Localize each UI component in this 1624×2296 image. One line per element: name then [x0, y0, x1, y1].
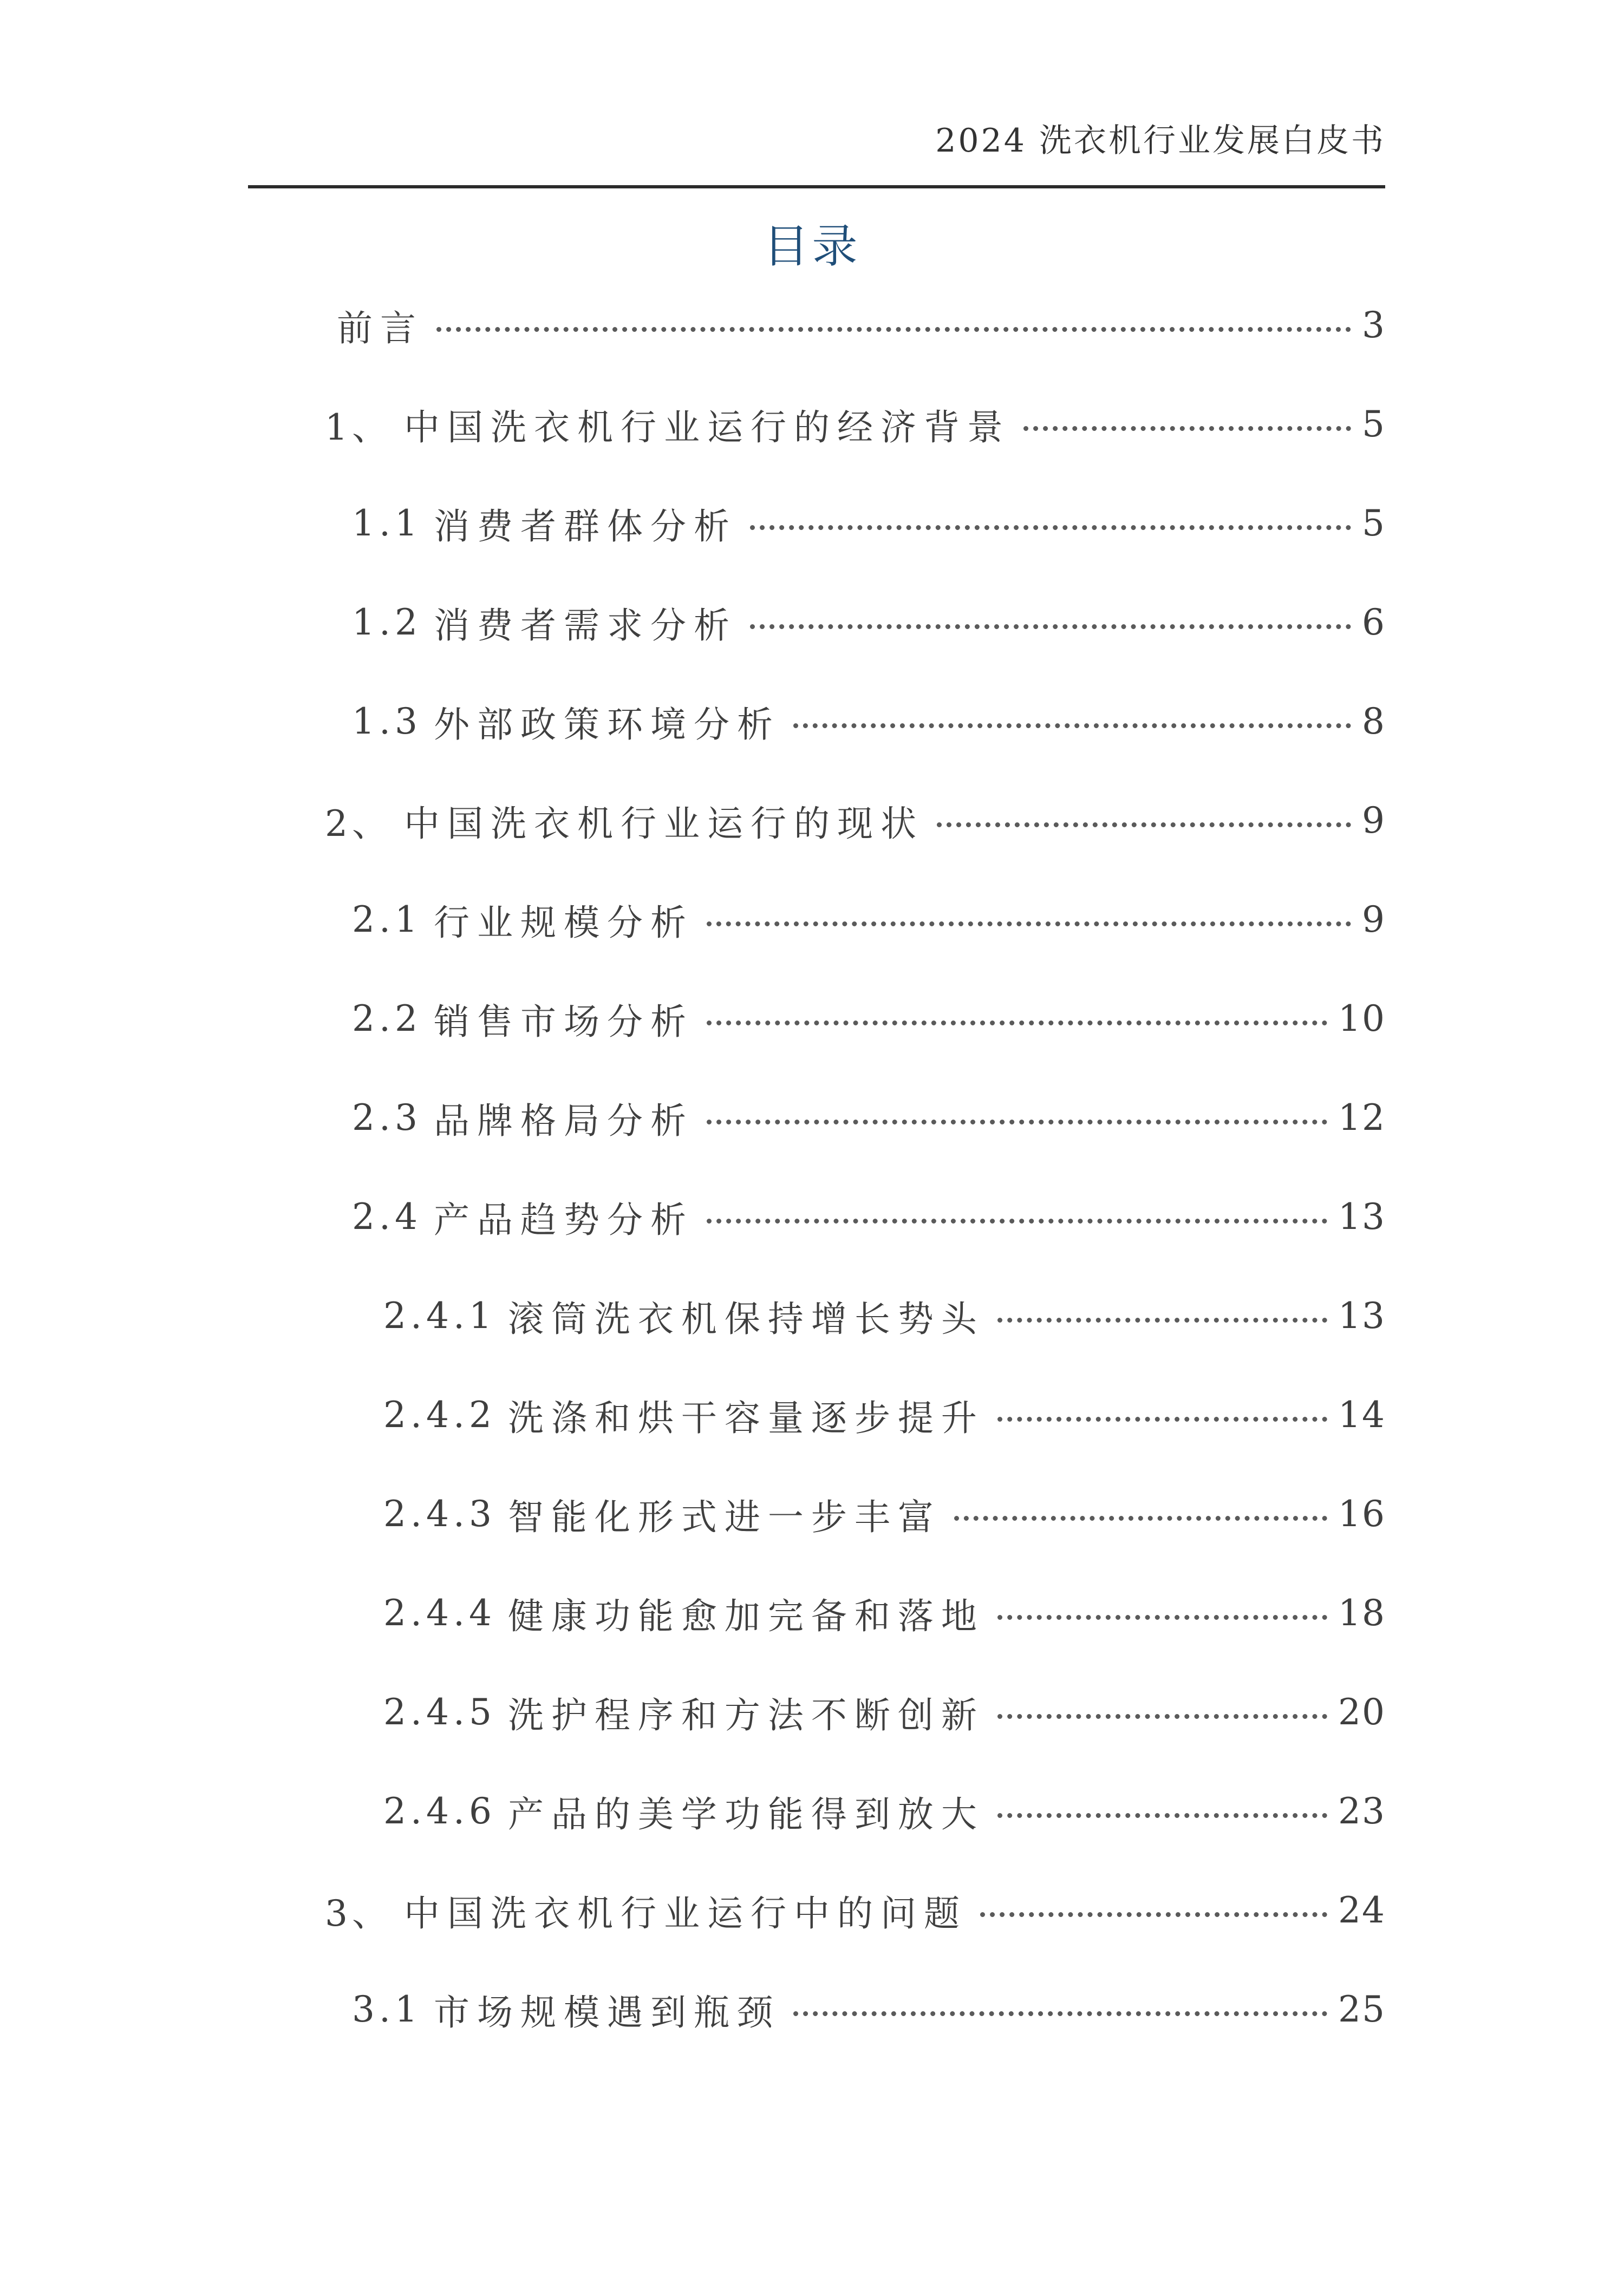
toc-entry-title: 销售市场分析 — [433, 1000, 694, 1043]
toc-entry-2-4-4[interactable] — [383, 1587, 1386, 1639]
toc-entry-title: 行业规模分析 — [433, 901, 694, 944]
toc-entry-title: 洗涤和烘干容量逐步提升 — [507, 1397, 984, 1439]
toc-dot-leader — [997, 1417, 1327, 1422]
toc-entry-2-4-6[interactable] — [383, 1785, 1386, 1837]
toc-entry-number: 2.3 — [352, 1096, 422, 1139]
toc-entry-title: 产品的美学功能得到放大 — [507, 1793, 984, 1835]
toc-dot-leader — [707, 1219, 1327, 1224]
toc-entry-title: 外部政策环境分析 — [433, 703, 780, 745]
toc-entry-number: 3、 — [325, 1892, 392, 1934]
running-header: 2024 洗衣机行业发展白皮书 — [935, 122, 1386, 160]
toc-entry-title: 市场规模遇到瓶颈 — [433, 1991, 780, 2033]
toc-entry-title: 前言 — [337, 307, 423, 349]
toc-entry-number: 2.4.4 — [383, 1592, 496, 1634]
toc-entry-page: 14 — [1338, 1394, 1386, 1436]
toc-entry-page: 12 — [1338, 1096, 1386, 1139]
toc-entry-title: 健康功能愈加完备和落地 — [507, 1595, 984, 1637]
toc-entry-3[interactable] — [325, 1884, 1386, 1936]
toc-entry-2-4[interactable] — [352, 1190, 1386, 1242]
toc-entry-page: 5 — [1362, 502, 1386, 544]
toc-dot-leader — [937, 822, 1351, 827]
toc-entry-page: 5 — [1362, 403, 1386, 445]
toc-entry-title: 洗护程序和方法不断创新 — [507, 1694, 984, 1736]
toc-dot-leader — [980, 1912, 1327, 1917]
toc-entry-page: 13 — [1338, 1294, 1386, 1337]
toc-entry-page: 25 — [1338, 1988, 1386, 2030]
toc-entry-number: 2.4.2 — [383, 1394, 496, 1436]
toc-entry-number: 2.2 — [352, 997, 422, 1039]
toc-entry-title: 智能化形式进一步丰富 — [507, 1496, 941, 1538]
toc-entry-2-1[interactable] — [352, 893, 1386, 945]
toc-entry-page: 23 — [1338, 1790, 1386, 1832]
toc-entry-number: 2、 — [325, 802, 392, 845]
toc-entry-title: 中国洗衣机行业运行的经济背景 — [404, 406, 1010, 448]
toc-entry-preface[interactable] — [325, 299, 1386, 351]
toc-entry-number: 2.4.6 — [383, 1790, 496, 1832]
toc-entry-title: 滚筒洗衣机保持增长势头 — [507, 1298, 984, 1340]
toc-entry-page: 24 — [1338, 1889, 1386, 1931]
toc-entry-page: 9 — [1362, 898, 1386, 940]
toc-dot-leader — [750, 525, 1351, 530]
toc-entry-title: 品牌格局分析 — [433, 1100, 694, 1142]
toc-entry-1[interactable] — [325, 398, 1386, 450]
toc-entry-2-3[interactable] — [352, 1091, 1386, 1143]
toc-entry-page: 16 — [1338, 1493, 1386, 1535]
toc-entry-number: 1.2 — [352, 601, 422, 643]
toc-entry-number: 1、 — [325, 406, 392, 448]
toc-entry-1-1[interactable] — [352, 497, 1386, 549]
toc-entry-title: 中国洗衣机行业运行中的问题 — [404, 1892, 967, 1934]
toc-entry-2-4-2[interactable] — [383, 1389, 1386, 1441]
toc-dot-leader — [997, 1615, 1327, 1620]
toc-title: 目录 — [763, 220, 861, 273]
toc-entry-2[interactable] — [325, 794, 1386, 846]
toc-dot-leader — [793, 2011, 1327, 2016]
toc-entry-title: 消费者群体分析 — [433, 505, 737, 547]
toc-entry-2-2[interactable] — [352, 992, 1386, 1044]
toc-entry-page: 20 — [1338, 1691, 1386, 1733]
toc-dot-leader — [793, 723, 1351, 728]
toc-dot-leader — [997, 1813, 1327, 1818]
toc-entry-page: 6 — [1362, 601, 1386, 643]
toc-dot-leader — [707, 921, 1351, 926]
toc-entry-title: 产品趋势分析 — [433, 1199, 694, 1241]
toc-dot-leader — [954, 1516, 1327, 1521]
toc-dot-leader — [750, 624, 1351, 629]
toc-entry-title: 中国洗衣机行业运行的现状 — [404, 802, 924, 845]
toc-dot-leader — [997, 1714, 1327, 1719]
toc-entry-number: 2.4.5 — [383, 1691, 496, 1733]
toc-entry-number: 1.3 — [352, 700, 422, 742]
toc-dot-leader — [997, 1318, 1327, 1323]
toc-entry-page: 8 — [1362, 700, 1386, 742]
toc-dot-leader — [436, 327, 1351, 332]
toc-entry-2-4-5[interactable] — [383, 1686, 1386, 1738]
toc-dot-leader — [707, 1120, 1327, 1124]
toc-entry-1-2[interactable] — [352, 596, 1386, 648]
toc-dot-leader — [1023, 426, 1351, 431]
toc-entry-2-4-3[interactable] — [383, 1488, 1386, 1540]
toc-entry-page: 18 — [1338, 1592, 1386, 1634]
toc-entry-page: 3 — [1362, 304, 1386, 346]
toc-entry-page: 10 — [1338, 997, 1386, 1039]
toc-entry-number: 2.4 — [352, 1195, 422, 1238]
toc-entry-number: 1.1 — [352, 502, 422, 544]
toc-entry-1-3[interactable] — [352, 695, 1386, 747]
toc-entry-page: 9 — [1362, 799, 1386, 841]
toc-entry-page: 13 — [1338, 1195, 1386, 1238]
toc-entry-3-1[interactable] — [352, 1983, 1386, 2035]
toc-entry-number: 2.4.1 — [383, 1294, 496, 1337]
toc-entry-number: 2.4.3 — [383, 1493, 496, 1535]
toc-dot-leader — [707, 1021, 1327, 1025]
toc-entry-title: 消费者需求分析 — [433, 604, 737, 646]
toc-entry-2-4-1[interactable] — [383, 1290, 1386, 1342]
toc-entry-number: 2.1 — [352, 898, 422, 940]
toc-entry-number: 3.1 — [352, 1988, 422, 2030]
